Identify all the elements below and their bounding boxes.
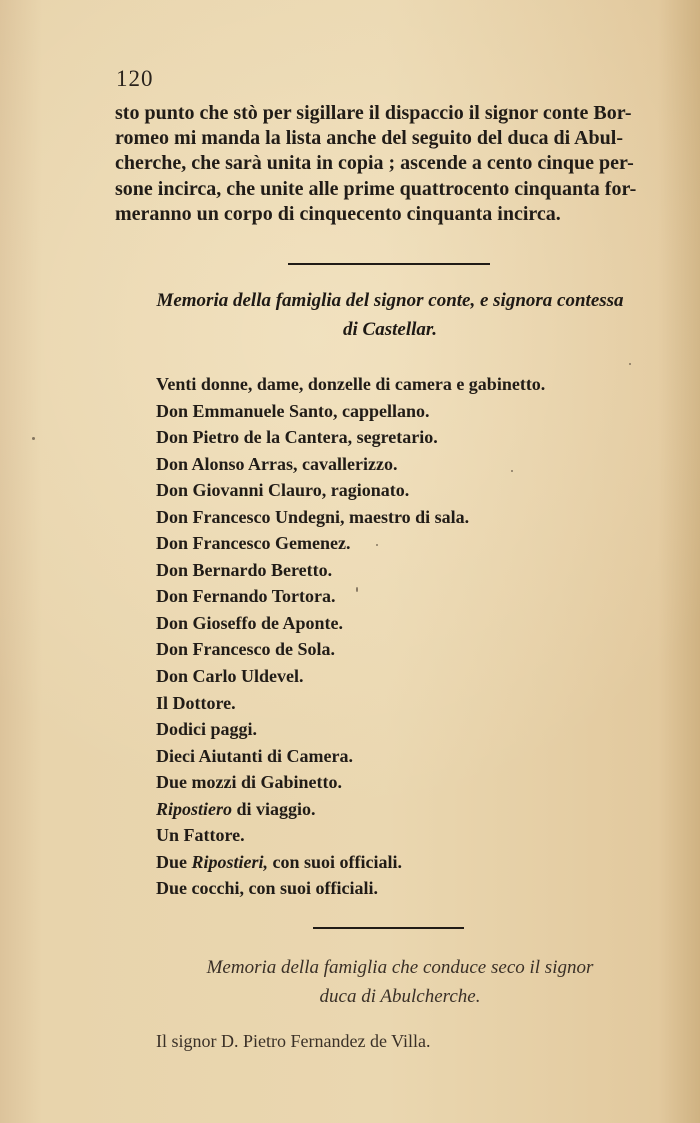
- opening-line: sone incirca, che unite alle prime quattrocento cinquanta for-: [115, 177, 637, 200]
- household-entry: Don Giovanni Clauro, ragionato.: [156, 480, 410, 501]
- household-entry: Dieci Aiutanti di Camera.: [156, 745, 353, 766]
- household-entry: Don Fernando Tortora.: [156, 586, 336, 607]
- section-title-line: Memoria della famiglia del signor conte, e signora contessa: [156, 290, 624, 311]
- italic-term: Ripostieri,: [191, 851, 269, 872]
- opening-paragraph: [115, 101, 652, 227]
- household-entry: Don Francesco Gemenez.: [156, 533, 351, 554]
- ink-speck: [376, 544, 378, 546]
- household-entry: Don Francesco de Sola.: [156, 639, 335, 660]
- section-title-abulcherche: [160, 953, 640, 1011]
- ink-speck: [629, 363, 631, 365]
- entry-text: con suoi officiali.: [268, 851, 403, 872]
- household-entry: Don Emmanuele Santo, cappellano.: [156, 400, 430, 421]
- abulcherche-household-entry: Il signor D. Pietro Fernandez de Villa.: [156, 1031, 431, 1051]
- section-title-line: duca di Abulcherche.: [319, 986, 481, 1007]
- household-entry: Dodici paggi.: [156, 719, 258, 740]
- household-entry: [156, 796, 596, 823]
- opening-line: sto punto che stò per sigillare il dispaccio il signor conte Bor-: [115, 102, 632, 124]
- page-number: 120: [116, 66, 154, 91]
- household-entry: Don Alonso Arras, cavallerizzo.: [156, 453, 398, 474]
- household-entry: Due mozzi di Gabinetto.: [156, 772, 342, 793]
- section-divider: [288, 263, 490, 265]
- opening-line: cherche, che sarà unita in copia ; ascende a cento cinque per-: [115, 152, 634, 175]
- section-title-castellar: [110, 286, 670, 344]
- opening-line: meranno un corpo di cinquecento cinquanta incirca.: [115, 202, 561, 225]
- household-entry: Il Dottore.: [156, 692, 236, 713]
- household-entry: [156, 849, 596, 876]
- ink-speck: [32, 437, 35, 440]
- household-entry: Don Carlo Uldevel.: [156, 666, 304, 687]
- opening-line: romeo mi manda la lista anche del seguito del duca di Abul-: [115, 127, 624, 150]
- household-entry: Due cocchi, con suoi officiali.: [156, 878, 378, 899]
- household-entry: Don Francesco Undegni, maestro di sala.: [156, 506, 470, 527]
- household-entry: Don Pietro de la Cantera, segretario.: [156, 427, 438, 448]
- household-entry: Don Gioseffo de Aponte.: [156, 612, 344, 633]
- castellar-household-list: [156, 371, 596, 902]
- household-entry: Un Fattore.: [156, 825, 245, 846]
- section-divider: [313, 927, 464, 929]
- italic-term: Ripostiero: [156, 798, 233, 819]
- entry-text: di viaggio.: [232, 798, 316, 819]
- entry-text: Due: [156, 851, 192, 872]
- section-title-line: Memoria della famiglia che conduce seco il signor: [206, 957, 594, 978]
- household-entry: Venti donne, dame, donzelle di camera e gabinetto.: [156, 374, 546, 394]
- ink-speck: [356, 587, 358, 592]
- household-entry: Don Bernardo Beretto.: [156, 559, 333, 580]
- ink-speck: [511, 470, 513, 472]
- section-title-line: di Castellar.: [343, 319, 437, 340]
